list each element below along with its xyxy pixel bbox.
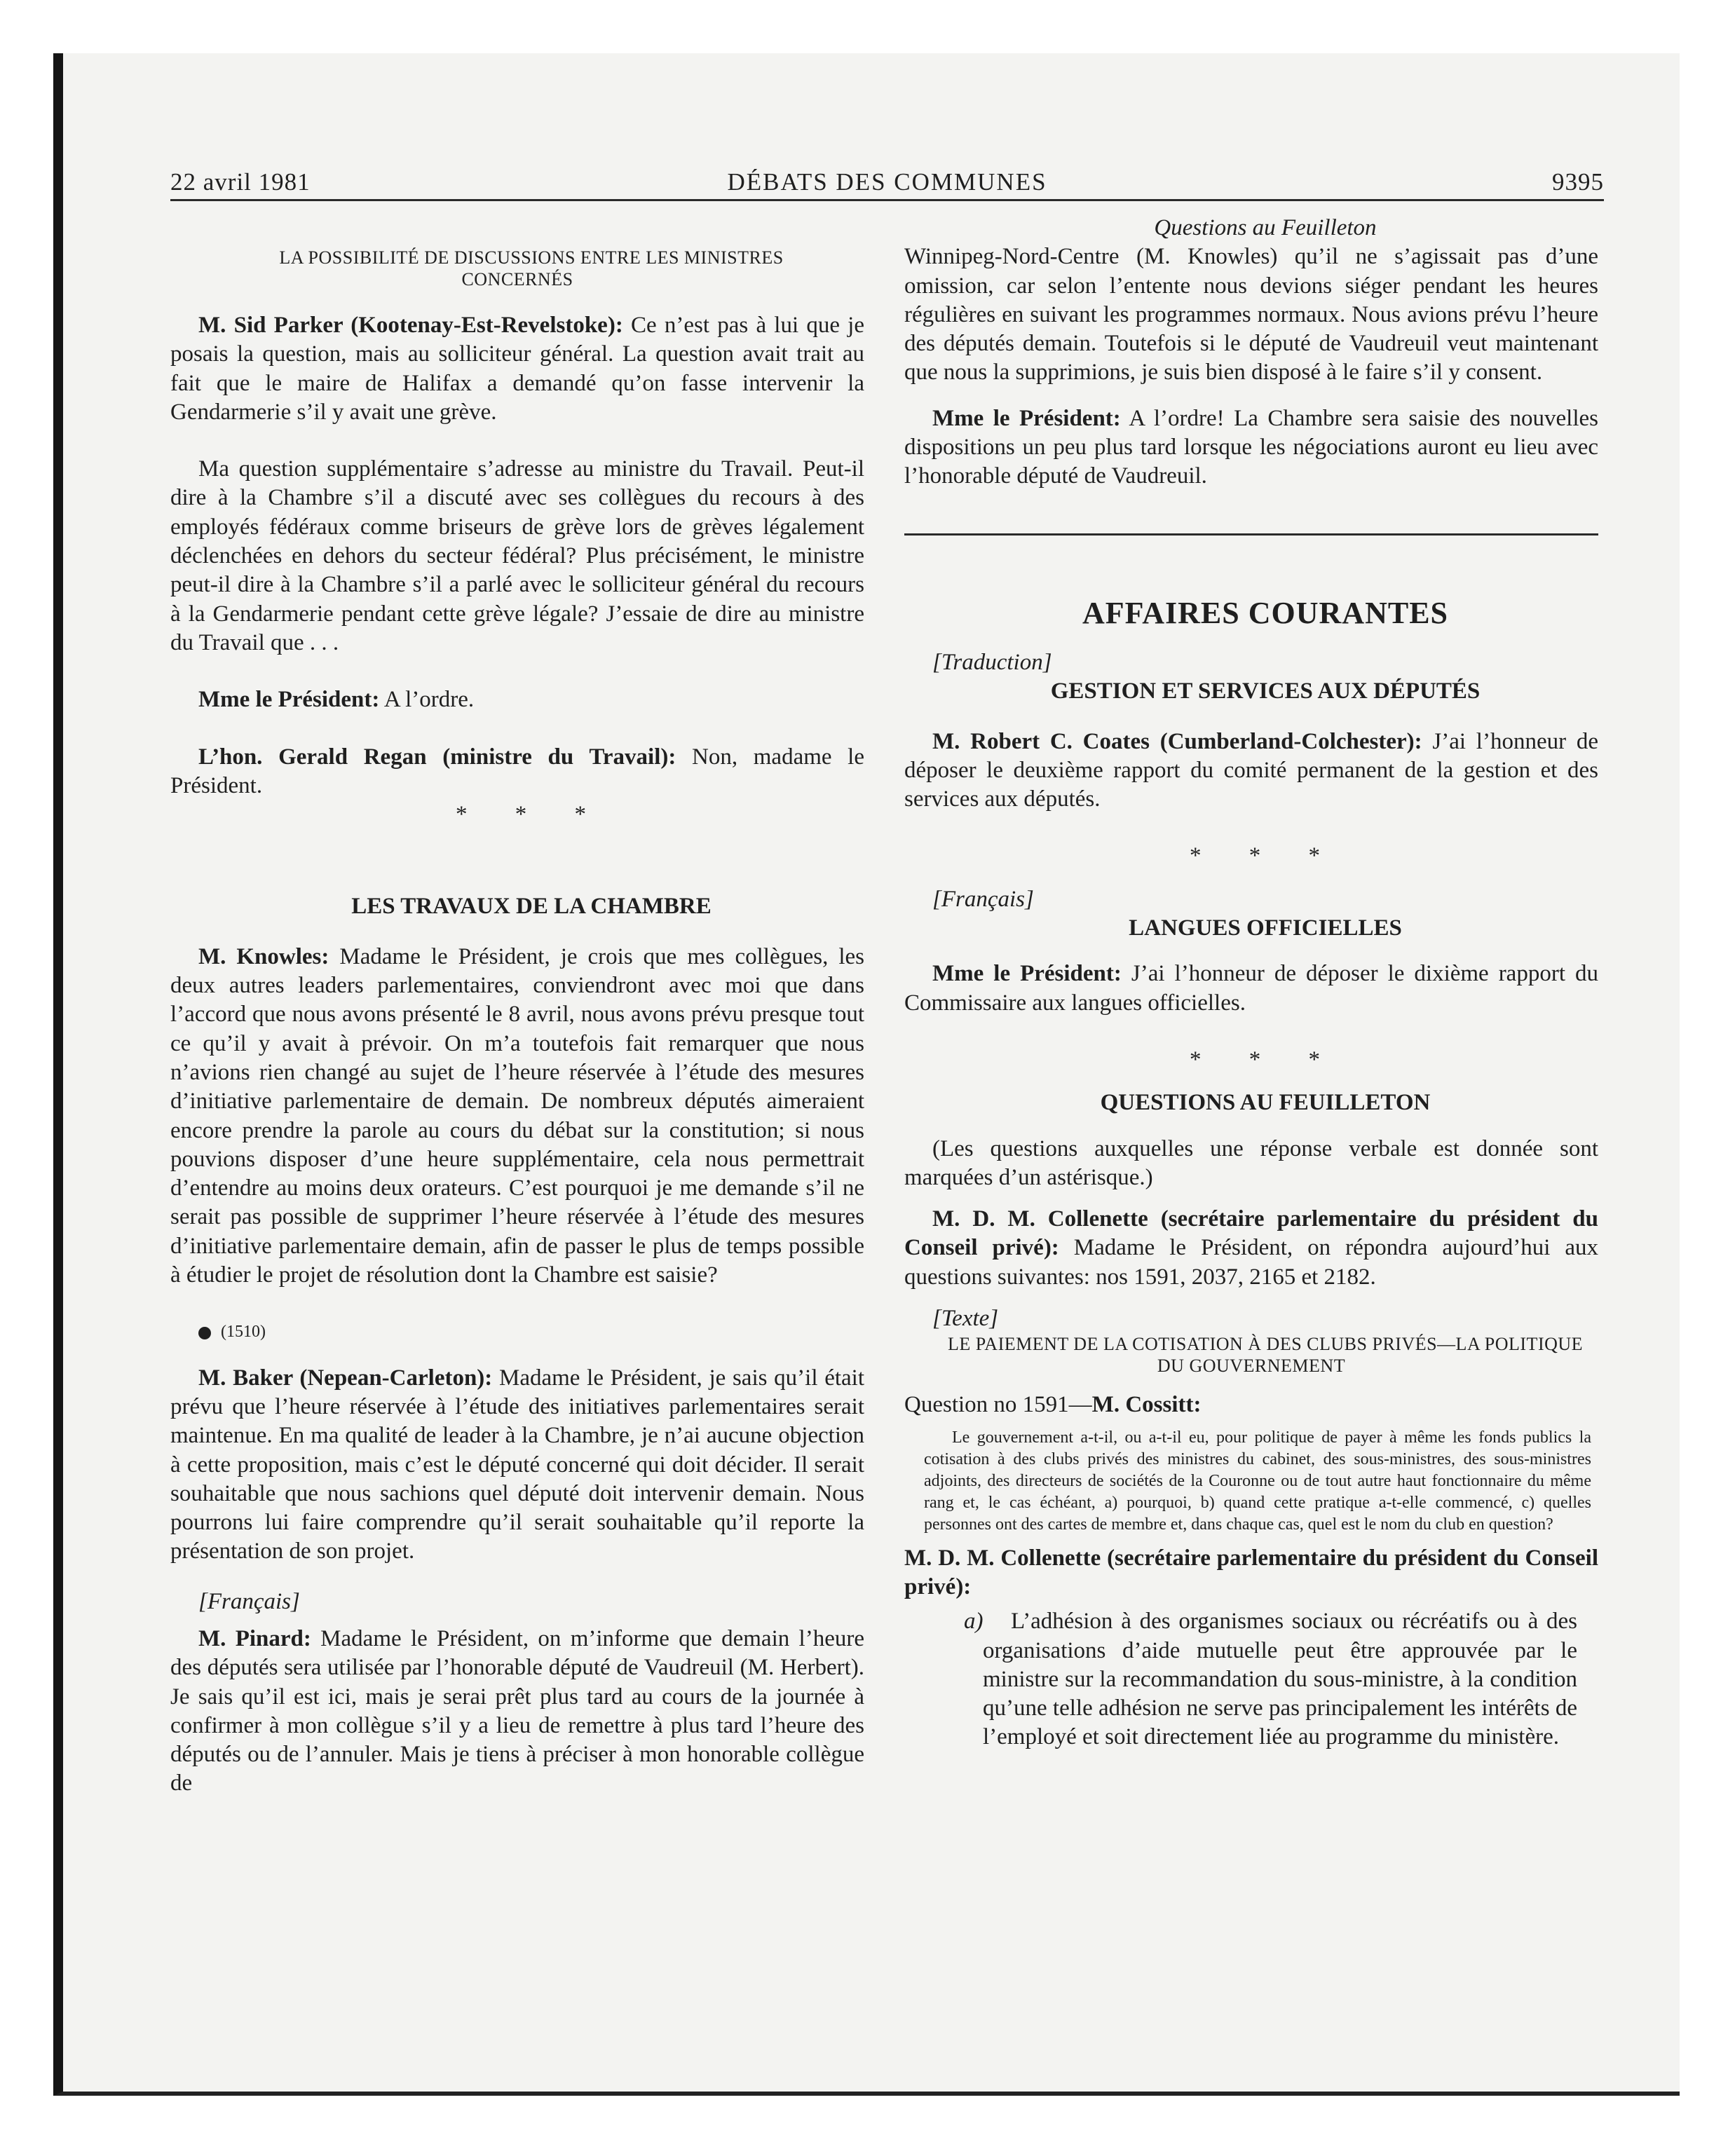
paragraph-coates: [904, 728, 1598, 814]
paragraph-president-langues: [904, 960, 1598, 1018]
speech-text: Ce n’est pas à lui que je posais la question, mais au solliciteur général. La question avait trait au fait que le maire de Halifax a demandé qu’on fasse intervenir la Gendarmerie s’il y avait une grève.: [170, 313, 865, 425]
section-heading-questions: QUESTIONS AU FEUILLETON: [1100, 1090, 1431, 1116]
speaker-name: M. Sid Parker (Kootenay-Est-Revelstoke):: [198, 313, 623, 338]
paragraph-president: [170, 685, 864, 714]
speech-text: Madame le Président, on répondra aujourd’hui aux questions suivantes: nos 1591, 2037, 2165 et 2182.: [904, 1235, 1598, 1290]
paragraph-pinard: [170, 1625, 864, 1799]
section-heading-discussions: LA POSSIBILITÉ DE DISCUSSIONS ENTRE LES MINISTRES CONCERNÉS: [279, 247, 784, 289]
paragraph-parker-supplementary: Ma question supplémentaire s’adresse au ministre du Travail. Peut-il dire à la Chambre s’il a discuté avec ses collègues du recours à des employés fédéraux comme briseurs de grève lors de grèves légalement déclenchées en dehors du secteur fédéral? Plus précisément, le ministre peut-il dire à la Chambre s’il a parlé avec le solliciteur général du recours à la Gendarmerie pendant cette grève légale? J’essaie de dire au ministre du Travail que . . .: [170, 456, 864, 655]
section-heading-affaires-courantes: AFFAIRES COURANTES: [1082, 595, 1449, 630]
speech-text: Madame le Président, on m’informe que demain l’heure des députés sera utilisée par l’honorable député de Vaudreuil (M. Herbert). Je sais qu’il est ici, mais je serai prêt plus tard au cours de la journée à confirmer à mon collègue s’il y a lieu de remettre à plus tard l’heure des députés ou de l’annuler. Mais je tiens à préciser à mon honorable collègue de: [170, 1625, 864, 1796]
speech-text: Non, madame le Président.: [170, 744, 864, 798]
question-title: [904, 1391, 1598, 1419]
speaker-name: M. D. M. Collenette (secrétaire parlementaire du président du Conseil privé):: [904, 1206, 1598, 1261]
section-heading-paiement: LE PAIEMENT DE LA COTISATION À DES CLUBS PRIVÉS—LA POLITIQUE DU GOUVERNEMENT: [947, 1334, 1584, 1377]
page-header: [170, 160, 1604, 201]
answer-item-a: [904, 1607, 1598, 1752]
section-divider-rule: [904, 533, 1598, 535]
paragraph-parker: [170, 311, 864, 427]
language-marker-traduction: [Traduction]: [932, 649, 1052, 675]
paragraph-baker: [170, 1364, 864, 1567]
paragraph-pinard-continued: Winnipeg-Nord-Centre (M. Knowles) qu’il ne s’agissait pas d’une omission, car selon l’entente nous devions siéger pendant les heures régulières en suivant les programmes normaux. Nous avions prévu l’heure des députés demain. Toutefois si le député de Vaudreuil veut maintenant que nous la supprimions, je suis bien disposé à le faire s’il y consent.: [904, 244, 1598, 386]
section-heading-travaux: LES TRAVAUX DE LA CHAMBRE: [351, 894, 712, 920]
paragraph-regan: [170, 743, 864, 801]
speaker-name: M. D. M. Collenette (secrétaire parlementaire du président du Conseil privé):: [904, 1545, 1598, 1599]
speech-text: J’ai l’honneur de déposer le dixième rapport du Commissaire aux langues officielles.: [904, 961, 1598, 1016]
language-marker-francais: [Français]: [198, 1588, 300, 1614]
language-marker-texte: [Texte]: [932, 1306, 999, 1332]
speech-text: Madame le Président, je crois que mes collègues, les deux autres leaders parlementaires, conviendront avec moi que dans l’accord que nous avons présenté le 8 avril, nous avons prévu presque tout ce qu’il y avait à prévoir. On m’a toutefois fait remarquer que nous n’avions rien changé au sujet de l’heure réservée à l’étude des mesures d’initiative parlementaire de demain. De nombreux députés aimeraient encore prendre la parole au cours du débat sur la constitution; si nous pouvions disposer d’une heure supplémentaire, cela nous permettrait d’entendre au moins deux orateurs. C’est pourquoi je me demande s’il ne serait pas possible de supprimer l’heure réservée à l’étude des mesures d’initiative parlementaire demain, afin de passer le plus de temps possible à étudier le projet de résolution dont la Chambre est saisie?: [170, 943, 864, 1288]
question-author: M. Cossitt:: [1091, 1392, 1202, 1418]
speaker-name: Mme le Président:: [932, 405, 1121, 431]
paragraph-questions-note: (Les questions auxquelles une réponse verbale est donnée sont marquées d’un astérisque.): [904, 1135, 1598, 1190]
speaker-name: M. Pinard:: [198, 1625, 311, 1651]
language-marker-francais: [Français]: [932, 886, 1034, 912]
header-page-number: 9395: [1552, 168, 1604, 196]
paragraph-president-order: [904, 404, 1598, 491]
speaker-name: M. Knowles:: [198, 943, 329, 969]
speech-text: A l’ordre.: [379, 687, 475, 713]
speaker-name: L’hon. Gerald Regan (ministre du Travail):: [198, 744, 676, 770]
paragraph-collenette: [904, 1205, 1598, 1292]
paragraph-collenette-answer: [904, 1544, 1598, 1602]
section-heading-langues: LANGUES OFFICIELLES: [1129, 915, 1402, 941]
time-marker: (1510): [170, 1318, 864, 1346]
speech-text: Madame le Président, je sais qu’il était prévu que l’heure réservée à l’étude des initiatives parlementaires serait maintenue. En ma qualité de leader à la Chambre, je n’ai aucune objection à cette proposition, mais c’est le député concerné qui doit décider. Il serait souhaitable que nous sachions quel député doit intervenir demain. Nous pourrons lui faire comprendre qu’il serait souhaitable qu’il reporte la présentation de son projet.: [170, 1365, 864, 1564]
speaker-name: Mme le Président:: [932, 961, 1122, 987]
left-column: [170, 205, 864, 1799]
section-separator-stars: * * *: [456, 802, 607, 828]
running-head: Questions au Feuilleton: [1154, 215, 1377, 240]
header-date: 22 avril 1981: [170, 168, 311, 196]
section-separator-stars: * * *: [1190, 843, 1341, 869]
speaker-name: Mme le Président:: [198, 687, 380, 713]
section-separator-stars: * * *: [1190, 1046, 1341, 1072]
speaker-name: M. Baker (Nepean-Carleton):: [198, 1365, 493, 1391]
header-title: DÉBATS DES COMMUNES: [727, 168, 1047, 196]
right-column: [904, 214, 1598, 1752]
question-number: Question no 1591—: [904, 1392, 1092, 1418]
speaker-name: M. Robert C. Coates (Cumberland-Colchester):: [932, 728, 1422, 754]
speech-text: J’ai l’honneur de déposer le deuxième rapport du comité permanent de la gestion et des services aux députés.: [904, 728, 1598, 812]
paragraph-knowles: [170, 943, 864, 1290]
bullet-icon: [198, 1327, 211, 1339]
section-heading-gestion: GESTION ET SERVICES AUX DÉPUTÉS: [1050, 678, 1481, 704]
item-text: L’adhésion à des organismes sociaux ou récréatifs ou à des organisations d’aide mutuelle peut être approuvée par le ministre sur la recommandation du sous-ministre, à la condition qu’une telle adhésion ne serve pas principalement les intérêts de l’employé et soit directement liée au programme du ministère.: [983, 1609, 1577, 1750]
speech-text: A l’ordre! La Chambre sera saisie des nouvelles dispositions un peu plus tard lorsque les négociations auront eu lieu avec l’honorable député de Vaudreuil.: [904, 405, 1598, 489]
item-label: a): [964, 1609, 984, 1635]
question-text: Le gouvernement a-t-il, ou a-t-il eu, pour politique de payer à même les fonds publics la cotisation à des clubs privés des ministres du cabinet, des sous-ministres, des sous-ministres adjoints, des directeurs de sociétés de la Couronne ou de tout autre haut fonctionnaire du même rang et, le cas échéant, a) pourquoi, b) quand cette pratique a-t-elle commencé, c) quelles personnes ont des cartes de membre et, dans chaque cas, quel est le nom du club en question?: [924, 1428, 1591, 1534]
